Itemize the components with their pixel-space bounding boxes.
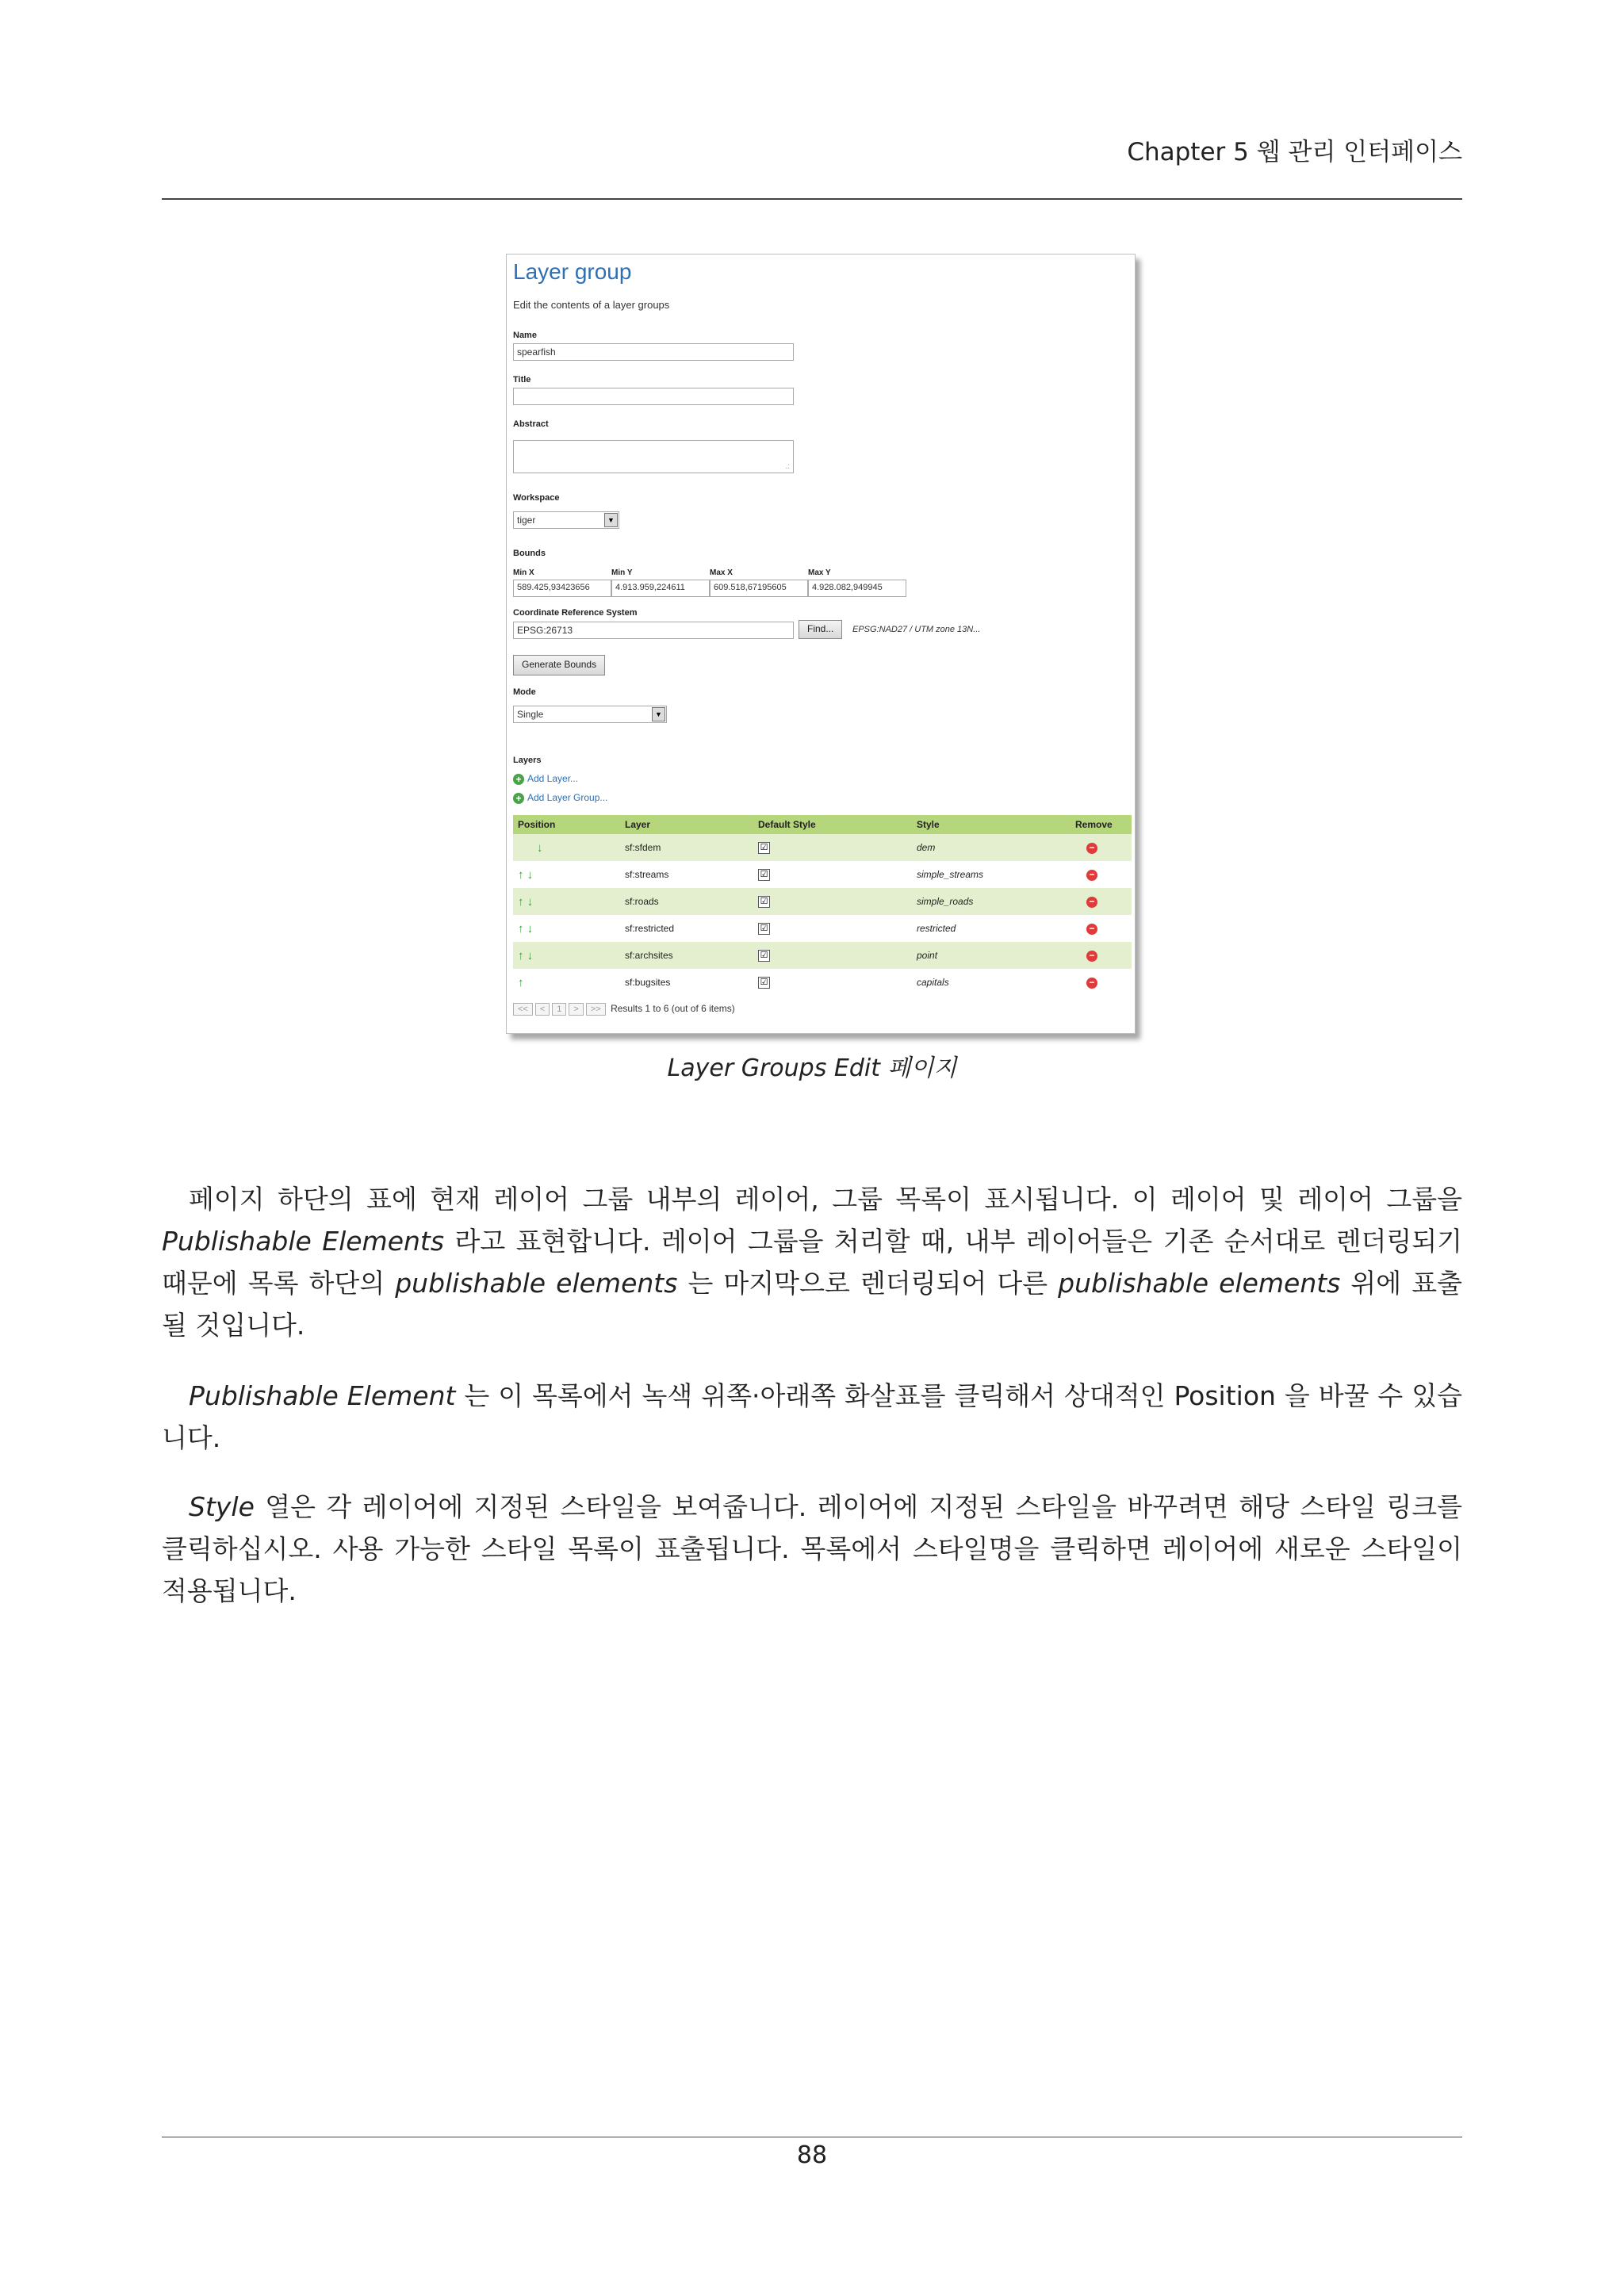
default-style-checkbox[interactable]: ☑ [758,977,770,989]
style-link[interactable]: simple_roads [912,888,1071,915]
results-text: Results 1 to 6 (out of 6 items) [611,1003,735,1014]
crs-description: EPSG:NAD27 / UTM zone 13N... [852,625,981,634]
move-arrows-icon[interactable]: ↑ ↓ [518,867,534,882]
remove-icon[interactable]: − [1086,951,1097,962]
mode-select[interactable] [513,706,667,723]
add-layer-group-label: Add Layer Group... [527,792,608,803]
p1-text-d: 위에 표출될 것입니다. [162,1268,1463,1341]
default-style-checkbox[interactable]: ☑ [758,842,770,854]
add-layer-label: Add Layer... [527,773,579,784]
chevron-down-icon: ▼ [604,513,618,527]
p3-text: 열은 각 레이어에 지정된 스타일을 보여줍니다. 레이어에 지정된 스타일을 바꾸려면 해당 스타일 링크를 클릭하십시오. 사용 가능한 스타일 목록이 표출됩니다. 목록에서 스타일명을 클릭하면 레이어에 새로운 스타일이 적용됩니다. [162,1491,1462,1606]
add-layer-link[interactable] [513,773,578,785]
title-label: Title [513,375,531,385]
bounds-label: Bounds [513,549,546,558]
paragraph-1 [162,1178,1462,1346]
layer-cell: sf:streams [620,861,753,888]
p2-emphasis: Publishable Element [189,1380,456,1411]
paragraph-2 [162,1375,1462,1459]
p2-text: 는 이 목록에서 녹색 위쪽·아래쪽 화살표를 클릭해서 상대적인 Position 을 바꿀 수 있습니다. [162,1380,1463,1453]
position-header: Position [513,815,620,834]
p1-emphasis-2: publishable elements [395,1268,678,1299]
remove-icon[interactable]: − [1086,897,1097,908]
remove-icon[interactable]: − [1086,978,1097,989]
default-style-header: Default Style [753,815,912,834]
layer-cell: sf:restricted [620,915,753,942]
table-row [513,915,1132,942]
move-arrows-icon[interactable]: ↑ ↓ [518,921,534,936]
crs-field[interactable]: EPSG:26713 [513,622,794,639]
min-y-field[interactable]: 4.913.959,224611 [611,580,710,597]
layer-cell: sf:bugsites [620,969,753,996]
next-page-button[interactable]: > [569,1003,583,1016]
max-x-label: Max X [710,568,733,577]
table-row [513,861,1132,888]
layers-label: Layers [513,756,542,765]
min-x-field[interactable]: 589.425,93423656 [513,580,611,597]
default-style-checkbox[interactable]: ☑ [758,923,770,935]
title-field[interactable] [513,388,794,405]
table-header-row [513,815,1132,834]
style-link[interactable]: capitals [912,969,1071,996]
workspace-label: Workspace [513,493,560,503]
move-arrows-icon[interactable]: ↑ ↓ [518,948,534,962]
resize-grip-icon[interactable]: .: [785,462,790,471]
default-style-checkbox[interactable]: ☑ [758,869,770,881]
page-number-button[interactable]: 1 [552,1003,566,1016]
default-style-checkbox[interactable]: ☑ [758,896,770,908]
abstract-field[interactable] [513,440,794,473]
paragraph-3 [162,1486,1462,1612]
style-link[interactable]: point [912,942,1071,969]
remove-icon[interactable]: − [1086,870,1097,881]
figure-caption [0,1048,1624,1083]
add-icon: + [513,774,524,785]
name-field[interactable]: spearfish [513,343,794,361]
add-layer-group-link[interactable] [513,792,607,804]
workspace-value: tiger [517,515,536,526]
layer-group-subtitle: Edit the contents of a layer groups [513,299,670,311]
chapter-header: Chapter 5 웹 관리 인터페이스 [1127,138,1462,166]
remove-icon[interactable]: − [1086,924,1097,935]
find-crs-button[interactable]: Find... [799,620,842,639]
p3-emphasis: Style [189,1491,255,1522]
name-label: Name [513,331,537,340]
table-pager [513,1003,735,1016]
p1-text-a: 페이지 하단의 표에 현재 레이어 그룹 내부의 레이어, 그룹 목록이 표시됩니다. 이 레이어 및 레이어 그룹을 [189,1184,1462,1215]
layers-table [513,815,1132,996]
layer-cell: sf:roads [620,888,753,915]
p1-text-c: 는 마지막으로 렌더링되어 다른 [677,1268,1059,1299]
table-row [513,942,1132,969]
caption-suffix: 페이지 [887,1054,957,1082]
layer-cell: sf:sfdem [620,834,753,861]
default-style-checkbox[interactable]: ☑ [758,950,770,962]
generate-bounds-button[interactable]: Generate Bounds [513,655,605,675]
style-header: Style [912,815,1071,834]
min-x-label: Min X [513,568,534,577]
last-page-button[interactable]: >> [586,1003,606,1016]
remove-header: Remove [1071,815,1132,834]
chevron-down-icon: ▼ [652,707,665,721]
remove-icon[interactable]: − [1086,843,1097,854]
layer-group-screenshot [506,254,1136,1034]
max-y-field[interactable]: 4.928.082,949945 [808,580,906,597]
p1-text-b: 라고 표현합니다. 레이어 그룹을 처리할 때, 내부 레이어들은 기존 순서대로 렌더링되기 때문에 목록 하단의 [162,1226,1462,1299]
p1-emphasis-3: publishable elements [1058,1268,1341,1299]
max-y-label: Max Y [808,568,831,577]
mode-value: Single [517,709,544,720]
table-row [513,969,1132,996]
table-row [513,888,1132,915]
move-arrows-icon[interactable]: ↓ [537,840,543,855]
p1-emphasis-1: Publishable Elements [162,1226,445,1257]
abstract-label: Abstract [513,419,549,429]
first-page-button[interactable]: << [513,1003,533,1016]
header-rule [162,198,1462,200]
max-x-field[interactable]: 609.518,67195605 [710,580,808,597]
layer-header: Layer [620,815,753,834]
style-link[interactable]: restricted [912,915,1071,942]
layer-group-title: Layer group [513,259,632,284]
min-y-label: Min Y [611,568,633,577]
crs-label: Coordinate Reference System [513,608,638,618]
style-link[interactable]: simple_streams [912,861,1071,888]
table-row [513,834,1132,861]
caption-prefix: Layer Groups Edit [667,1054,888,1082]
move-arrows-icon[interactable]: ↑ ↓ [518,894,534,909]
add-icon: + [513,793,524,804]
layer-cell: sf:archsites [620,942,753,969]
mode-label: Mode [513,687,536,697]
prev-page-button[interactable]: < [535,1003,550,1016]
move-arrows-icon[interactable]: ↑ [518,975,524,989]
style-link[interactable]: dem [912,834,1071,861]
page-number: 88 [796,2141,828,2169]
workspace-select[interactable] [513,511,619,529]
